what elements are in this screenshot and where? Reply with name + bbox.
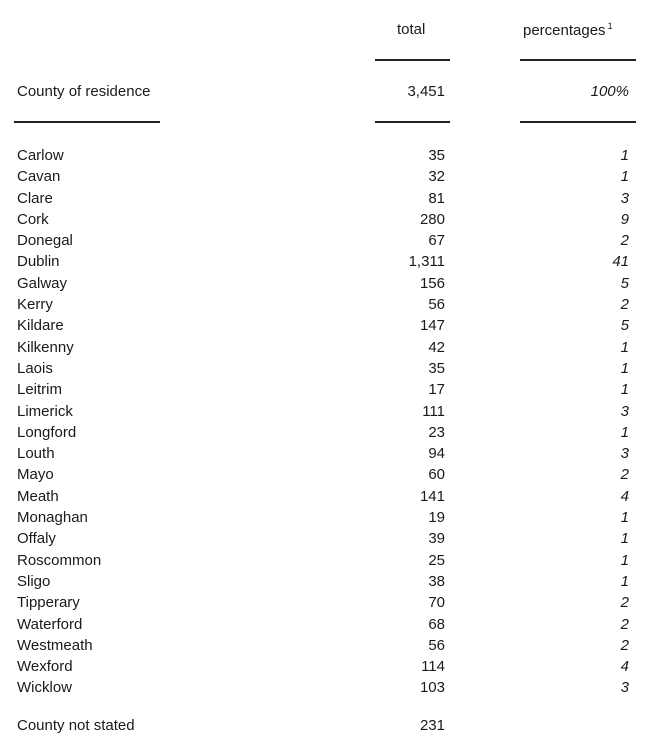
county-percentage: 2: [620, 232, 629, 250]
county-total: 25: [428, 551, 445, 569]
county-name: Wexford: [17, 658, 73, 676]
county-name: Kildare: [17, 317, 64, 335]
county-percentage: 9: [620, 210, 629, 228]
not-stated-total: 231: [419, 717, 445, 734]
county-name: Kilkenny: [17, 338, 74, 356]
county-name: Limerick: [17, 402, 73, 420]
county-percentage: 1: [620, 551, 629, 569]
county-total: 38: [428, 572, 445, 590]
table-row: [0, 209, 650, 230]
table-row: [0, 507, 650, 528]
rule-pct-top: [520, 59, 636, 61]
county-name: Monaghan: [17, 509, 88, 527]
table-row: [0, 358, 650, 379]
county-total: 23: [428, 423, 445, 441]
rule-pct-bottom: [520, 121, 636, 123]
county-total: 114: [421, 658, 445, 676]
header-percentages: [523, 21, 613, 39]
county-percentage: 3: [620, 445, 629, 463]
county-percentage: 5: [620, 317, 629, 335]
table-row: [0, 145, 650, 166]
county-name: Roscommon: [17, 551, 102, 569]
table-row: [0, 337, 650, 358]
county-percentage: 2: [620, 296, 629, 314]
county-percentage: 41: [612, 253, 629, 271]
table-row: [0, 592, 650, 613]
county-percentage: 1: [620, 423, 629, 441]
county-percentage: 2: [620, 466, 629, 484]
county-name: Laois: [17, 359, 53, 377]
county-total: 70: [428, 594, 445, 612]
county-name: Galway: [17, 274, 68, 292]
county-total: 35: [428, 147, 445, 164]
county-total: 39: [428, 530, 445, 548]
county-name: Wicklow: [17, 679, 72, 697]
table-row: [0, 614, 650, 635]
table-row: [0, 166, 650, 187]
county-name: Sligo: [17, 572, 51, 590]
county-total: 60: [428, 466, 445, 484]
county-total: 1,311: [408, 253, 445, 271]
summary-label: County of residence: [17, 83, 151, 100]
table-row: [0, 528, 650, 549]
county-total: 94: [428, 445, 445, 463]
county-name: Offaly: [17, 530, 56, 548]
county-name: Tipperary: [17, 594, 80, 612]
rule-total-top: [375, 59, 450, 61]
table-row: [0, 656, 650, 677]
table-row: [0, 315, 650, 336]
table-row: [0, 294, 650, 315]
county-total: 19: [428, 509, 445, 527]
county-name: Meath: [17, 487, 59, 505]
county-total: 56: [428, 296, 445, 314]
county-total: 35: [428, 359, 445, 377]
county-name: Louth: [17, 445, 55, 463]
county-total: 17: [428, 381, 445, 399]
county-percentage: 4: [620, 487, 629, 505]
county-percentage: 1: [620, 572, 629, 590]
county-total: 156: [419, 274, 445, 292]
county-total: 56: [428, 636, 445, 654]
table-row: [0, 550, 650, 571]
county-name: Westmeath: [17, 636, 93, 654]
county-name: Mayo: [17, 466, 54, 484]
county-percentage: 1: [620, 509, 629, 527]
footnote-marker: 1: [607, 21, 613, 31]
county-name: Clare: [17, 189, 53, 207]
rule-label-bottom: [14, 121, 160, 123]
county-total: 280: [419, 210, 445, 228]
table-row: [0, 443, 650, 464]
county-name: Dublin: [17, 253, 60, 271]
table-row: [0, 401, 650, 422]
header-total: total: [397, 21, 426, 38]
county-percentage: 1: [620, 147, 629, 164]
county-total: 67: [428, 232, 445, 250]
table-row: [0, 677, 650, 698]
county-name: Longford: [17, 423, 77, 441]
county-rows: [0, 145, 650, 699]
table-row: [0, 464, 650, 485]
table-row: [0, 273, 650, 294]
county-total: 111: [422, 402, 445, 420]
county-percentage: 3: [620, 679, 629, 697]
county-percentage: 3: [620, 189, 629, 207]
county-name: Leitrim: [17, 381, 63, 399]
table-row: [0, 230, 650, 251]
county-total: 68: [428, 615, 445, 633]
table-row: [0, 635, 650, 656]
county-percentage: 1: [620, 530, 629, 548]
county-name: Waterford: [17, 615, 83, 633]
summary-total: 3,451: [407, 83, 445, 100]
table-row: [0, 486, 650, 507]
county-percentage: 2: [620, 636, 629, 654]
summary-percentage: 100%: [590, 83, 629, 100]
table-row: [0, 188, 650, 209]
county-name: Donegal: [17, 232, 73, 250]
county-name: Cork: [17, 210, 49, 228]
county-percentage: 2: [620, 594, 629, 612]
county-percentage: 1: [620, 168, 629, 186]
table-row: [0, 251, 650, 272]
table-row: [0, 422, 650, 443]
county-name: Carlow: [17, 147, 64, 164]
table-row: [0, 379, 650, 400]
county-total: 81: [428, 189, 445, 207]
rule-total-bottom: [375, 121, 450, 123]
county-name: Kerry: [17, 296, 53, 314]
county-percentage: 4: [620, 658, 629, 676]
county-total: 141: [419, 487, 445, 505]
county-total: 103: [419, 679, 445, 697]
county-percentage: 1: [620, 381, 629, 399]
county-name: Cavan: [17, 168, 61, 186]
county-percentage: 2: [620, 615, 629, 633]
county-total: 147: [419, 317, 445, 335]
county-total: 42: [428, 338, 445, 356]
header-percentages-label: percentages: [523, 22, 606, 39]
county-total: 32: [428, 168, 445, 186]
not-stated-label: County not stated: [17, 717, 135, 734]
table-row: [0, 571, 650, 592]
county-percentage: 3: [620, 402, 629, 420]
county-percentage: 1: [620, 359, 629, 377]
county-percentage: 1: [620, 338, 629, 356]
county-percentage: 5: [620, 274, 629, 292]
